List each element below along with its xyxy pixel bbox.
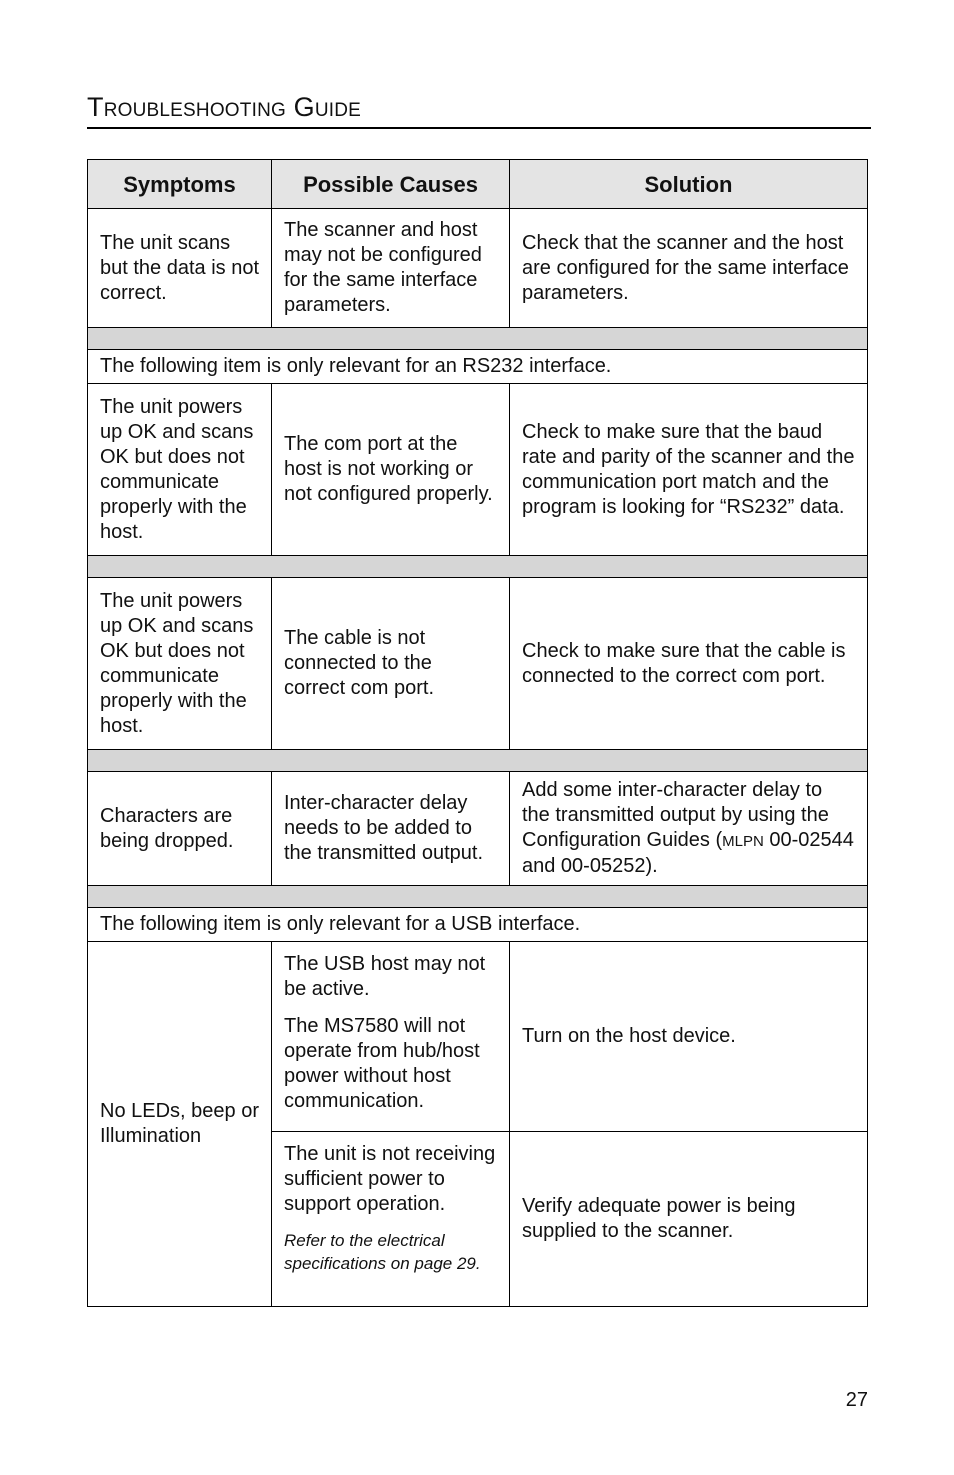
- rs232-note-row: [88, 350, 868, 384]
- solution-cell: Check to make sure that the cable is connected to the correct com port.: [510, 578, 868, 750]
- table-header-row: [88, 160, 868, 209]
- table-row: [88, 942, 868, 1132]
- usb-note-row: [88, 908, 868, 942]
- usb-note: The following item is only relevant for a USB interface.: [88, 908, 868, 942]
- page-number: 27: [845, 1389, 868, 1411]
- header-solution: Solution: [510, 160, 868, 209]
- cause-reference: Refer to the electrical specifications on page 29.: [284, 1231, 481, 1273]
- cause-cell: Inter-character delay needs to be added to the transmitted output.: [272, 772, 510, 886]
- cause-cell: [272, 1132, 510, 1307]
- solution-cell: Check that the scanner and the host are configured for the same interface parameters.: [510, 209, 868, 328]
- symptom-cell: The unit scans but the data is not correct.: [88, 209, 272, 328]
- table-row: [88, 384, 868, 556]
- cause-cell: The scanner and host may not be configured for the same interface parameters.: [272, 209, 510, 328]
- separator-row: [88, 328, 868, 350]
- cause-text: The USB host may not be active.: [284, 953, 486, 1000]
- table-row: [88, 772, 868, 886]
- separator-row: [88, 750, 868, 772]
- symptom-cell: The unit powers up OK and scans OK but does not communicate properly with the host.: [88, 578, 272, 750]
- separator-row: [88, 886, 868, 908]
- table-row: [88, 578, 868, 750]
- header-possible-causes: Possible Causes: [272, 160, 510, 209]
- page-title-text: Troubleshooting Guide: [87, 92, 362, 122]
- symptom-cell: No LEDs, beep or Illumination: [88, 942, 272, 1307]
- solution-cell: Check to make sure that the baud rate and parity of the scanner and the communication port match and the program is looking for “RS232” data.: [510, 384, 868, 556]
- solution-cell: Turn on the host device.: [510, 942, 868, 1132]
- cause-text: The MS7580 will not operate from hub/host power without host communication.: [284, 1015, 480, 1112]
- cause-cell: The cable is not connected to the correct com port.: [272, 578, 510, 750]
- symptom-cell: The unit powers up OK and scans OK but does not communicate properly with the host.: [88, 384, 272, 556]
- mlpn-label: MLPN: [722, 833, 764, 850]
- solution-text: Add some inter-character delay to the transmitted output by using the Configuration Guides (: [522, 779, 829, 851]
- rs232-note: The following item is only relevant for an RS232 interface.: [88, 350, 868, 384]
- solution-cell: Verify adequate power is being supplied to the scanner.: [510, 1132, 868, 1307]
- solution-text-tail: 00-02544 and 00-05252).: [522, 829, 854, 877]
- troubleshooting-table: [87, 159, 868, 1307]
- separator-row: [88, 556, 868, 578]
- header-symptoms: Symptoms: [88, 160, 272, 209]
- page-title: [87, 91, 871, 129]
- cause-cell: [272, 942, 510, 1132]
- cause-cell: The com port at the host is not working or not configured properly.: [272, 384, 510, 556]
- cause-text: The unit is not receiving sufficient power to support operation.: [284, 1143, 496, 1215]
- table-row: [88, 209, 868, 328]
- solution-cell: [510, 772, 868, 886]
- symptom-cell: Characters are being dropped.: [88, 772, 272, 886]
